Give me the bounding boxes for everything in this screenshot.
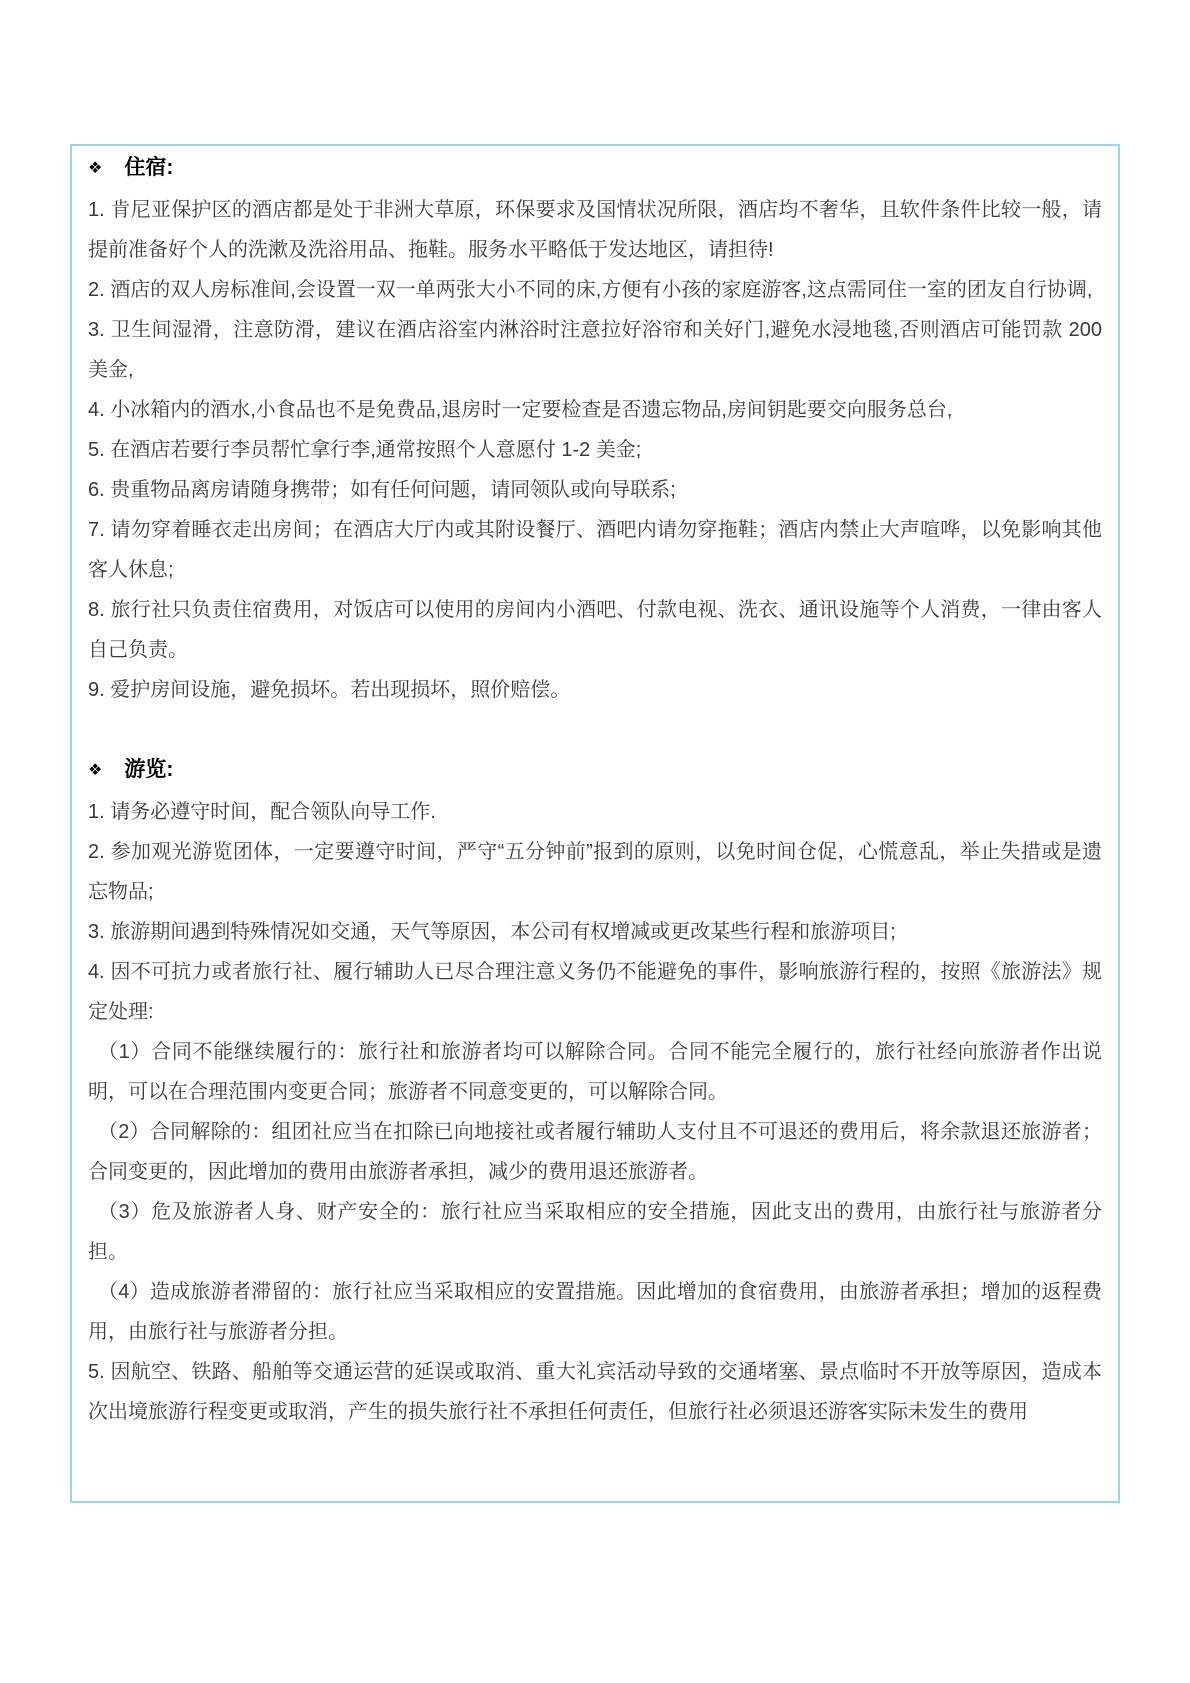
- notice-box: [70, 144, 1120, 1503]
- sightseeing-item-5: 5. 因航空、铁路、船舶等交通运营的延误或取消、重大礼宾活动导致的交通堵塞、景点临时不开放等原因，造成本次出境旅游行程变更或取消，产生的损失旅行社不承担任何责任，但旅行社必须退还游客实际未发生的费用: [88, 1361, 1102, 1423]
- section-title-accommodation: 住宿:: [124, 156, 174, 179]
- accommodation-item-1: 1. 肯尼亚保护区的酒店都是处于非洲大草原，环保要求及国情状况所限，酒店均不奢华，且软件条件比较一般，请提前准备好个人的洗漱及洗浴用品、拖鞋。服务水平略低于发达地区，请担待!: [88, 199, 1102, 261]
- sightseeing-subitem-1: （1）合同不能继续履行的：旅行社和旅游者均可以解除合同。合同不能完全履行的，旅行社经向旅游者作出说明，可以在合理范围内变更合同；旅游者不同意变更的，可以解除合同。: [88, 1041, 1102, 1103]
- sightseeing-subitem-4: （4）造成旅游者滞留的：旅行社应当采取相应的安置措施。因此增加的食宿费用，由旅游者承担；增加的返程费用，由旅行社与旅游者分担。: [88, 1281, 1102, 1343]
- accommodation-item-6: 6. 贵重物品离房请随身携带；如有任何问题，请同领队或向导联系;: [88, 479, 676, 501]
- blank-line: [88, 710, 1102, 750]
- accommodation-item-5: 5. 在酒店若要行李员帮忙拿行李,通常按照个人意愿付 1-2 美金;: [88, 439, 642, 461]
- accommodation-item-9: 9. 爱护房间设施，避免损坏。若出现损坏，照价赔偿。: [88, 679, 571, 701]
- diamond-bullet-icon: ❖: [88, 762, 103, 779]
- accommodation-item-2: 2. 酒店的双人房标准间,会设置一双一单两张大小不同的床,方便有小孩的家庭游客,这点需同住一室的团友自行协调,: [88, 279, 1093, 301]
- sightseeing-subitem-3: （3）危及旅游者人身、财产安全的：旅行社应当采取相应的安全措施，因此支出的费用，由旅行社与旅游者分担。: [88, 1201, 1102, 1263]
- accommodation-item-7: 7. 请勿穿着睡衣走出房间；在酒店大厅内或其附设餐厅、酒吧内请勿穿拖鞋；酒店内禁止大声喧哗，以免影响其他客人休息;: [88, 519, 1102, 581]
- section-header-sightseeing: [88, 750, 1102, 792]
- accommodation-item-3: 3. 卫生间湿滑，注意防滑，建议在酒店浴室内淋浴时注意拉好浴帘和关好门,避免水浸地毯,否则酒店可能罚款 200 美金,: [88, 319, 1102, 381]
- section-header-accommodation: [88, 148, 1102, 190]
- accommodation-item-4: 4. 小冰箱内的酒水,小食品也不是免费品,退房时一定要检查是否遗忘物品,房间钥匙要交向服务总台,: [88, 399, 953, 421]
- sightseeing-item-2: 2. 参加观光游览团体，一定要遵守时间，严守“五分钟前”报到的原则，以免时间仓促，心慌意乱，举止失措或是遗忘物品;: [88, 841, 1102, 903]
- accommodation-item-8: 8. 旅行社只负责住宿费用，对饭店可以使用的房间内小酒吧、付款电视、洗衣、通讯设施等个人消费，一律由客人自己负责。: [88, 599, 1102, 661]
- section-title-sightseeing: 游览:: [124, 758, 174, 781]
- sightseeing-subitem-2: （2）合同解除的：组团社应当在扣除已向地接社或者履行辅助人支付且不可退还的费用后，将余款退还旅游者；合同变更的，因此增加的费用由旅游者承担，减少的费用退还旅游者。: [88, 1121, 1102, 1183]
- diamond-bullet-icon: ❖: [88, 160, 103, 177]
- sightseeing-item-3: 3. 旅游期间遇到特殊情况如交通，天气等原因，本公司有权增减或更改某些行程和旅游项目;: [88, 921, 896, 943]
- sightseeing-item-1: 1. 请务必遵守时间，配合领队向导工作.: [88, 801, 436, 823]
- sightseeing-item-4: 4. 因不可抗力或者旅行社、履行辅助人已尽合理注意义务仍不能避免的事件，影响旅游行程的，按照《旅游法》规定处理:: [88, 961, 1102, 1023]
